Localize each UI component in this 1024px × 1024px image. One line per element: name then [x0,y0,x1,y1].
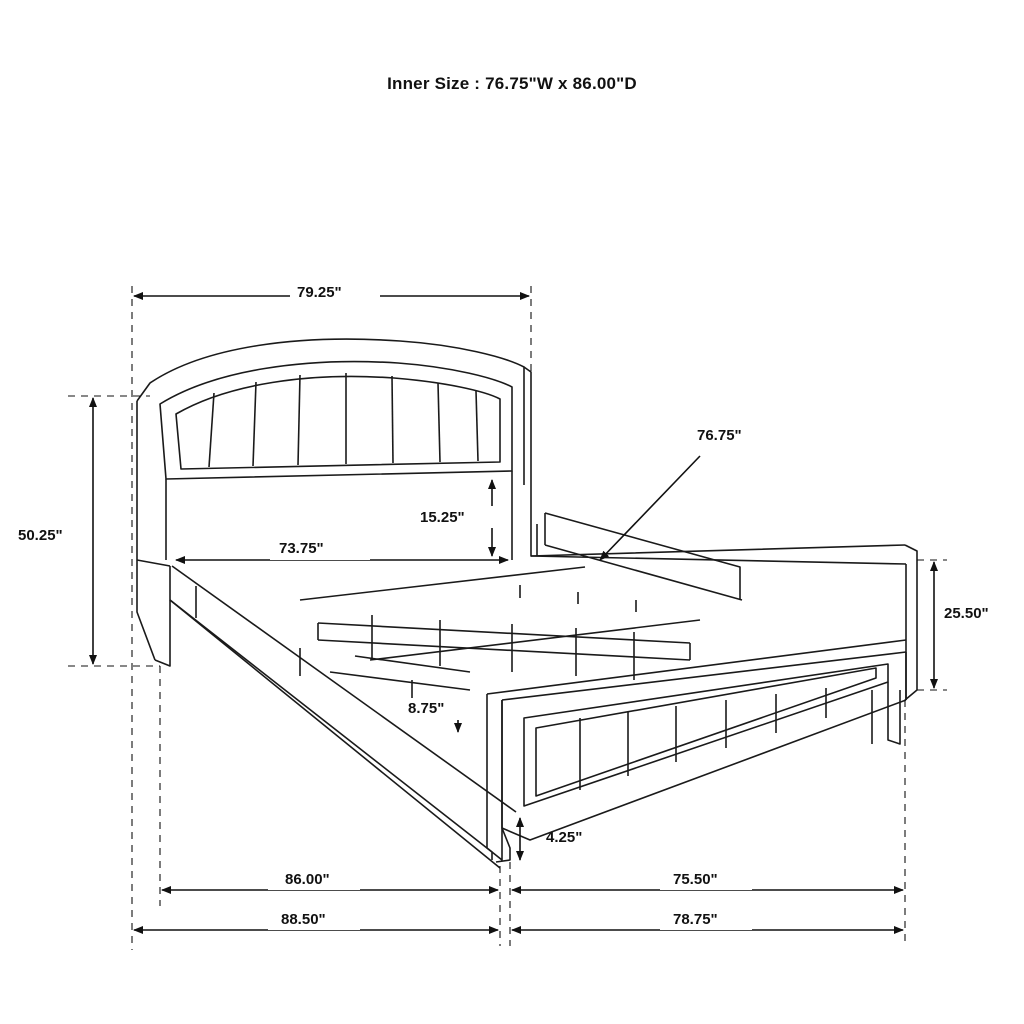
dimension-headboard-width: 79.25" [297,284,342,301]
dimension-arrows [93,296,934,930]
dimension-headboard-panel-width: 73.75" [279,540,324,557]
dimension-headboard-height: 50.25" [18,527,63,544]
page-title: Inner Size : 76.75"W x 86.00"D [387,74,637,93]
dimension-inner-depth-left: 86.00" [285,871,330,888]
label-backings [268,282,752,930]
bed-outline [137,339,917,868]
dimension-overall-depth-left: 88.50" [281,911,326,928]
dimension-overall-depth-right: 78.75" [673,911,718,928]
dimension-panel-to-rail: 15.25" [420,509,465,526]
dimension-inner-width-callout: 76.75" [697,427,742,444]
dimension-inner-depth-right: 75.50" [673,871,718,888]
dimension-floor-clearance: 4.25" [546,829,583,846]
dimension-footboard-height: 25.50" [944,605,989,622]
dimension-slat-clearance: 8.75" [408,700,445,717]
